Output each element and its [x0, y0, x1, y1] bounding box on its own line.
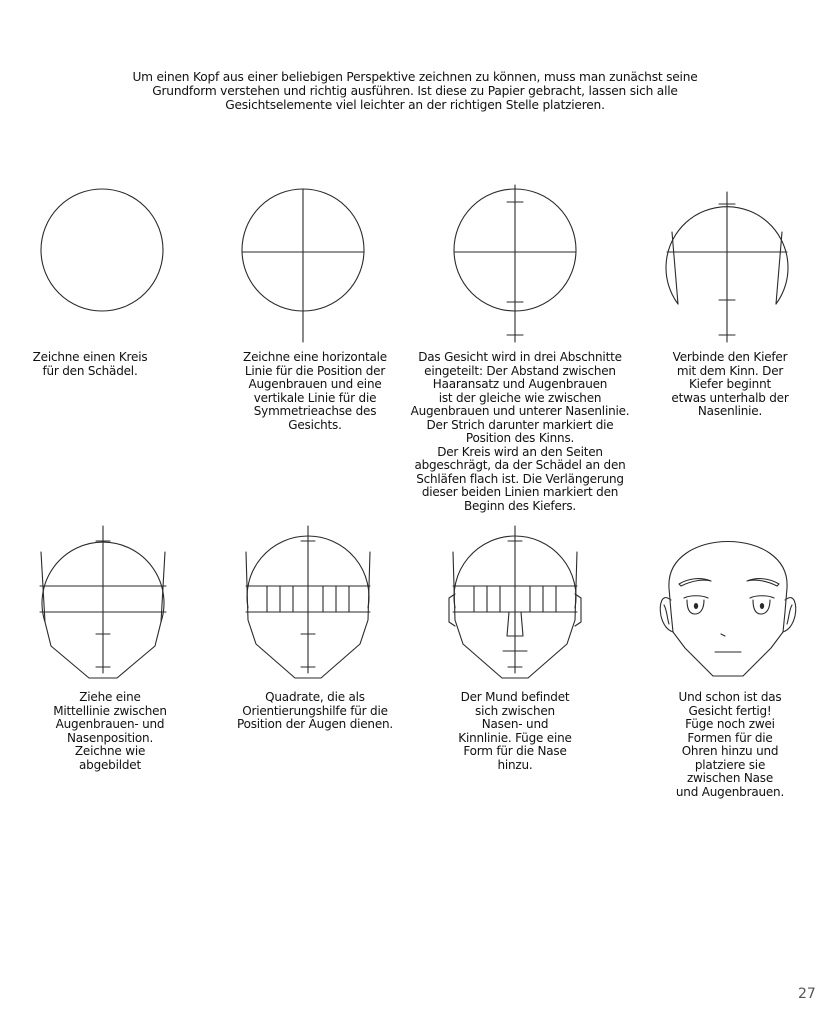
- step-6-eye-guides-drawing: [240, 518, 390, 688]
- step-4-caption: Verbinde den Kiefer mit dem Kinn. Der Kiefer beginnt etwas unterhalb der Nasenlinie.: [671, 350, 789, 418]
- step-5-caption: Ziehe eine Mittellinie zwischen Augenbrauen- und Nasenposition. Zeichne wie abgebildet: [53, 690, 167, 772]
- step-2-cross-drawing: [230, 180, 380, 350]
- step-7-mouth-nose-drawing: [445, 518, 595, 688]
- step-3-sections-drawing: [440, 180, 590, 350]
- step-5-head-shape-drawing: [30, 518, 180, 688]
- step-8-caption: Und schon ist das Gesicht fertig! Füge noch zwei Formen für die Ohren hinzu und platziere sie zwischen Nase und Augenbrauen.: [675, 690, 785, 799]
- step-3-caption: Das Gesicht wird in drei Abschnitte eingeteilt: Der Abstand zwischen Haaransatz und Augenbrauen ist der gleiche wie zwischen Augenbrauen und unterer Nasenlinie. Der Strich darunter markiert die Position des Kinns. Der Kreis wird an den Seiten abgeschrägt, da der Schädel an den Schläfen flach ist. Die Verlängerung dieser beiden Linien markiert den Beginn des Kiefers.: [410, 350, 630, 513]
- step-7-caption: Der Mund befindet sich zwischen Nasen- und Kinnlinie. Füge eine Form für die Nase hinzu.: [458, 690, 572, 772]
- page-number: 27: [798, 986, 816, 1002]
- step-1-circle-drawing: [30, 180, 180, 320]
- step-2-caption: Zeichne eine horizontale Linie für die Position der Augenbrauen und eine vertikale Linie für die Symmetrieachse des Gesichts.: [243, 350, 387, 432]
- step-1-caption: Zeichne einen Kreis für den Schädel.: [32, 350, 148, 378]
- step-8-finished-face-drawing: [655, 518, 805, 688]
- step-4-jaw-drawing: [655, 180, 805, 350]
- step-6-caption: Quadrate, die als Orientierungshilfe für die Position der Augen dienen.: [236, 690, 394, 731]
- intro-text: Um einen Kopf aus einer beliebigen Perspektive zeichnen zu können, muss man zunächst seine Grundform verstehen und richtig ausführen. Ist diese zu Papier gebracht, lassen sich alle Gesichtselemente viel leichter an der richtigen Stelle platzieren.: [132, 70, 698, 112]
